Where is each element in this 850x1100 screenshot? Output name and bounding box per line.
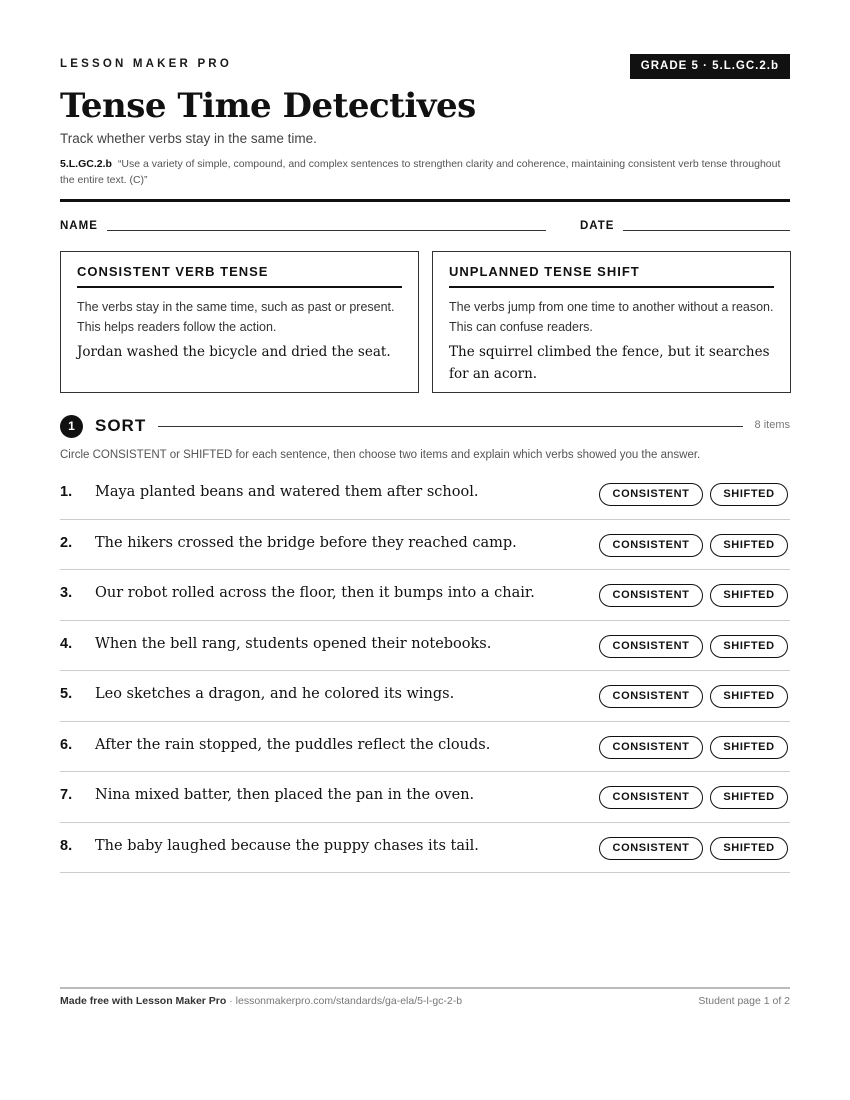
concept-description: The verbs stay in the same time, such as past or present. This helps readers follow the action.	[77, 300, 395, 334]
item-sentence: The hikers crossed the bridge before they reached camp.	[95, 534, 517, 551]
worksheet-page	[60, 0, 790, 1100]
item-sentence: After the rain stopped, the puddles reflect the clouds.	[95, 736, 491, 753]
page-title: Tense Time Detectives	[60, 86, 476, 126]
item-sentence: Our robot rolled across the floor, then it bumps into a chair.	[95, 585, 535, 601]
list-item	[60, 722, 790, 773]
standard-reference	[60, 156, 790, 188]
item-sentence: The baby laughed because the puppy chases its tail.	[95, 837, 479, 854]
list-item	[60, 621, 790, 672]
section-title: SORT	[95, 416, 147, 435]
section-divider	[158, 426, 743, 427]
shifted-option[interactable]: SHIFTED	[710, 534, 788, 557]
list-item	[60, 520, 790, 571]
shifted-option[interactable]: SHIFTED	[710, 837, 788, 860]
footer-credit	[60, 995, 462, 1007]
item-number: 8.	[60, 837, 73, 854]
item-number: 7.	[60, 787, 73, 803]
shifted-option[interactable]: SHIFTED	[710, 786, 788, 809]
list-item	[60, 823, 790, 874]
section-instructions: Circle CONSISTENT or SHIFTED for each sentence, then choose two items and explain which verbs showed you the answer.	[60, 449, 701, 461]
section-number-badge: 1	[60, 415, 83, 438]
item-number: 4.	[60, 635, 73, 652]
concept-card-shift	[432, 251, 791, 393]
item-sentence: When the bell rang, students opened their notebooks.	[95, 635, 492, 652]
concept-example: Jordan washed the bicycle and dried the seat.	[77, 344, 391, 360]
name-field[interactable]	[107, 230, 546, 231]
concept-example: The squirrel climbed the fence, but it searches for an acorn.	[449, 344, 770, 382]
concept-description: The verbs jump from one time to another without a reason. This can confuse readers.	[449, 300, 774, 334]
shifted-option[interactable]: SHIFTED	[710, 635, 788, 658]
section-header	[60, 414, 790, 438]
consistent-option[interactable]: CONSISTENT	[599, 786, 703, 809]
consistent-option[interactable]: CONSISTENT	[599, 837, 703, 860]
consistent-option[interactable]: CONSISTENT	[599, 584, 703, 607]
item-number: 1.	[60, 484, 73, 500]
name-label: NAME	[60, 220, 98, 232]
consistent-option[interactable]: CONSISTENT	[599, 534, 703, 557]
item-count: 8 items	[754, 419, 790, 431]
date-field[interactable]	[623, 230, 790, 231]
footer-made-with: Made free with Lesson Maker Pro	[60, 995, 227, 1007]
item-number: 5.	[60, 686, 73, 702]
item-sentence: Leo sketches a dragon, and he colored its wings.	[95, 686, 455, 702]
concept-card-consistent	[60, 251, 419, 393]
item-number: 3.	[60, 585, 73, 601]
list-item	[60, 772, 790, 823]
date-label: DATE	[580, 220, 615, 232]
header-divider	[60, 199, 790, 202]
list-item	[60, 469, 790, 520]
sort-item-list	[60, 469, 790, 873]
consistent-option[interactable]: CONSISTENT	[599, 483, 703, 506]
consistent-option[interactable]: CONSISTENT	[599, 736, 703, 759]
grade-badge: GRADE 5 · 5.L.GC.2.b	[630, 54, 790, 79]
item-number: 6.	[60, 736, 73, 753]
brand-name: LESSON MAKER PRO	[60, 58, 232, 70]
list-item	[60, 570, 790, 621]
name-date-row	[60, 220, 790, 236]
standard-code: 5.L.GC.2.b	[60, 158, 112, 170]
footer-page-number: Student page 1 of 2	[698, 995, 790, 1007]
footer-divider	[60, 987, 790, 989]
concept-heading: CONSISTENT VERB TENSE	[77, 264, 402, 288]
item-number: 2.	[60, 534, 73, 551]
shifted-option[interactable]: SHIFTED	[710, 483, 788, 506]
consistent-option[interactable]: CONSISTENT	[599, 685, 703, 708]
footer-url[interactable]: · lessonmakerpro.com/standards/ga-ela/5-l-gc-2-b	[226, 995, 463, 1007]
item-sentence: Nina mixed batter, then placed the pan in the oven.	[95, 787, 475, 803]
shifted-option[interactable]: SHIFTED	[710, 685, 788, 708]
shifted-option[interactable]: SHIFTED	[710, 584, 788, 607]
item-sentence: Maya planted beans and watered them after school.	[95, 484, 479, 500]
shifted-option[interactable]: SHIFTED	[710, 736, 788, 759]
concept-heading: UNPLANNED TENSE SHIFT	[449, 264, 774, 288]
standard-text: “Use a variety of simple, compound, and complex sentences to strengthen clarity and coherence, maintaining consistent verb tense throughout the entire text. (C)”	[60, 158, 781, 186]
consistent-option[interactable]: CONSISTENT	[599, 635, 703, 658]
list-item	[60, 671, 790, 722]
page-subtitle: Track whether verbs stay in the same time.	[60, 131, 317, 146]
